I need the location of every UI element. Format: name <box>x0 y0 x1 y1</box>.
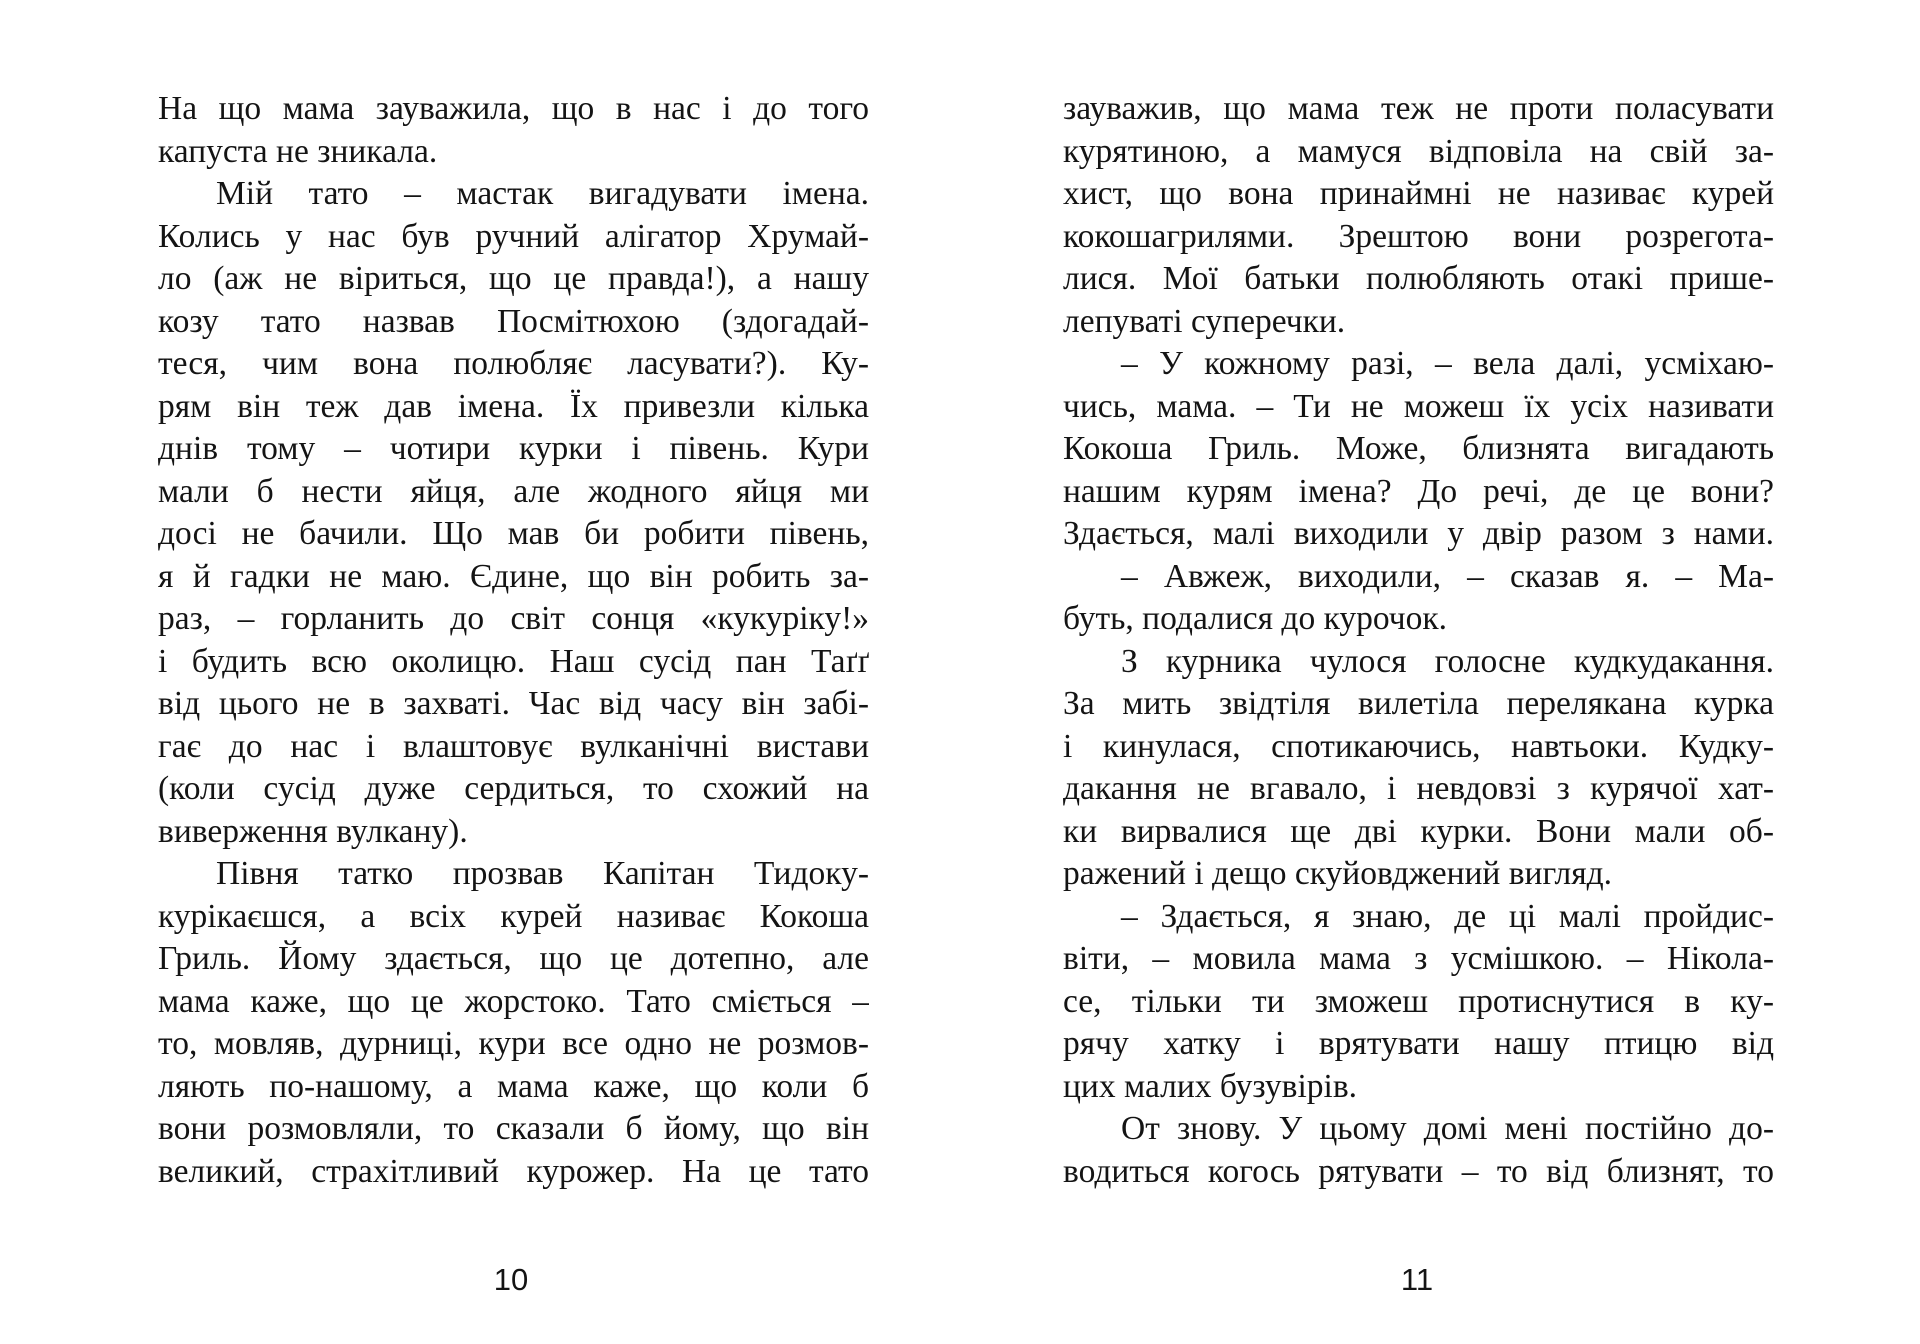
text-line: Мій тато – мастак вигадувати імена. <box>216 175 869 212</box>
text-line: лися. Мої батьки полюбляють отакі пришe- <box>1063 260 1774 297</box>
text-line: рям він теж дав імена. Їх привезли кілька <box>158 387 869 425</box>
page-text-left <box>158 88 869 1193</box>
text-line: зауважив, що мама теж не проти поласувати <box>1063 90 1774 127</box>
text-line: лепуваті суперечки. <box>1063 302 1346 340</box>
text-line: досі не бачили. Що мав би робити півень, <box>158 515 869 552</box>
text-line: На що мама зауважила, що в нас і до того <box>158 90 869 127</box>
text-line: козу тато назвав Посмітюхою (здогадай- <box>158 302 869 340</box>
text-line: теся, чим вона полюбляє ласувати?). Ку- <box>158 345 869 382</box>
text-line: я й гадки не маю. Єдине, що він робить за- <box>158 557 869 595</box>
text-line: курікаєшся, а всіх курей називає Кокоша <box>158 897 869 935</box>
text-line: дакання не вгавало, і невдовзі з курячої хат- <box>1063 770 1774 807</box>
text-line: Здається, малі виходили у двір разом з нами. <box>1063 515 1774 552</box>
text-line: кокошагрилями. Зрештою вони розрегота- <box>1063 217 1774 255</box>
text-line: мама каже, що це жорстоко. Тато сміється – <box>158 982 869 1020</box>
text-line: рячу хатку і врятувати нашу птицю від <box>1063 1025 1774 1062</box>
text-line: Півня татко прозвав Капітан Тидоку- <box>216 855 869 892</box>
text-line: За мить звідтіля вилетіла перелякана курка <box>1063 685 1774 722</box>
text-line: Кокоша Гриль. Може, близнята вигадають <box>1063 430 1774 467</box>
text-line: Колись у нас був ручний алігатор Хрумай- <box>158 217 869 255</box>
text-line: вони розмовляли, то сказали б йому, що він <box>158 1110 869 1147</box>
text-line: ражений і дещо скуйовджений вигляд. <box>1063 855 1613 892</box>
text-line: ло (аж не віриться, що це правда!), а нашу <box>158 260 869 297</box>
text-line: і кинулася, спотикаючись, навтьоки. Кудку- <box>1063 727 1774 765</box>
text-line: то, мовляв, дурниці, кури все одно не розмов- <box>158 1025 869 1062</box>
text-line: мали б нести яйця, але жодного яйця ми <box>158 472 869 510</box>
text-line: курятиною, а мамуся відповіла на свій за- <box>1063 132 1774 170</box>
text-line: – У кожному разі, – вела далі, усміхаю- <box>1121 345 1774 382</box>
text-line: гає до нас і влаштовує вулканічні вистави <box>158 727 869 765</box>
text-line: хист, що вона принаймні не називає курей <box>1063 175 1774 212</box>
text-line: З курника чулося голосне кудкудакання. <box>1121 642 1774 680</box>
text-line: буть, подалися до курочок. <box>1063 600 1448 637</box>
text-line: (коли сусід дуже сердиться, то схожий на <box>158 770 869 807</box>
text-line: ки вирвалися ще дві курки. Вони мали об- <box>1063 812 1774 850</box>
text-line: От знову. У цьому домі мені постійно до- <box>1121 1110 1774 1147</box>
text-line: – Здається, я знаю, де ці малі пройдис- <box>1121 897 1774 935</box>
text-line: ляють по-нашому, а мама каже, що коли б <box>158 1067 869 1105</box>
text-line: великий, страхітливий курожер. На це тато <box>158 1152 869 1190</box>
page-number-left: 10 <box>493 1262 529 1297</box>
text-line: чись, мама. – Ти не можеш їх усіх називати <box>1063 387 1774 425</box>
page-text-right <box>1063 88 1774 1193</box>
text-line: віти, – мовила мама з усмішкою. – Ніколa- <box>1063 940 1774 977</box>
text-line: Гриль. Йому здається, що це дотепно, але <box>158 940 869 977</box>
text-line: се, тільки ти зможеш протиснутися в ку- <box>1063 982 1774 1020</box>
text-line: днів тому – чотири курки і півень. Кури <box>158 430 869 467</box>
page-number-right: 11 <box>1400 1262 1434 1297</box>
text-line: нашим курям імена? До речі, де це вони? <box>1063 472 1774 510</box>
text-line: цих малих бузувірів. <box>1063 1067 1358 1105</box>
text-line: виверження вулкану). <box>158 812 468 850</box>
text-line: і будить всю околицю. Наш сусід пан Таґґ <box>158 642 869 680</box>
text-line: капуста не зникала. <box>158 132 438 170</box>
text-line: від цього не в захваті. Час від часу він забі- <box>158 685 869 722</box>
text-line: – Авжеж, виходили, – сказав я. – Ма- <box>1121 557 1774 595</box>
text-line: раз, – горланить до світ сонця «кукуріку!» <box>158 600 869 637</box>
text-line: водиться когось рятувати – то від близнят, то <box>1063 1152 1774 1190</box>
